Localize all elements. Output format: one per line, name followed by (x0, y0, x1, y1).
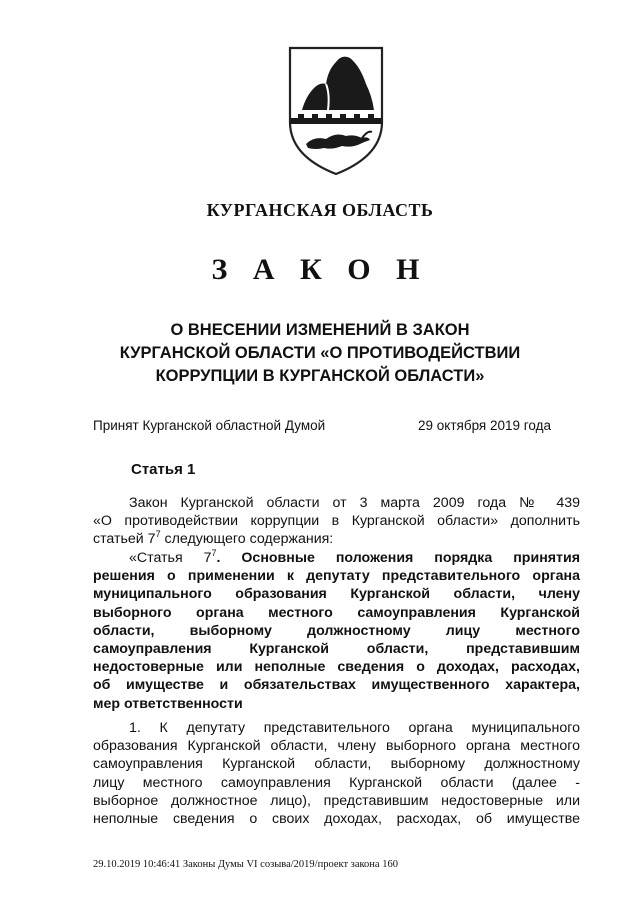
intro-line (93, 530, 580, 548)
new-article-title (93, 549, 580, 713)
new-article-line: решения о применении к депутату представительного органа (93, 568, 580, 585)
intro-text: статьей 7 (93, 531, 156, 548)
new-article-line: мер ответственности (93, 695, 243, 712)
document-type-title: З А К О Н (211, 253, 429, 286)
intro-line: «О противодействии коррупции в Курганской области» дополнить (93, 513, 580, 530)
point-line: неполные сведения о своих доходах, расходах, об имуществе (93, 810, 580, 827)
law-subject-line: КОРРУПЦИИ В КУРГАНСКОЙ ОБЛАСТИ» (155, 367, 485, 385)
point-line: образования Курганской области, члену выборного органа местного (93, 738, 580, 755)
article-heading: Статья 1 (131, 461, 196, 478)
new-article-line: муниципального образования Курганской области, члену (93, 586, 580, 603)
adoption-body: Принят Курганской областной Думой (93, 418, 326, 433)
law-subject-line: О ВНЕСЕНИИ ИЗМЕНЕНИЙ В ЗАКОН (170, 321, 470, 339)
point-1-paragraph (93, 719, 580, 828)
new-article-line (93, 549, 580, 567)
intro-line: Закон Курганской области от 3 марта 2009 года № 439 (129, 495, 580, 511)
point-line: лицу местного самоуправления Курганской области (далее - (93, 774, 580, 791)
new-article-prefix: «Статья 7 (129, 550, 212, 566)
region-title: КУРГАНСКАЯ ОБЛАСТЬ (206, 200, 434, 220)
superscript: 7 (155, 529, 161, 540)
new-article-line: выборного органа местного самоуправления Курганской (93, 604, 580, 621)
point-line: выборное должностное лицо), представившим недостоверные или (93, 792, 580, 809)
point-line: 1. К депутату представительного органа муниципального (129, 720, 580, 736)
superscript: 7 (211, 548, 217, 558)
adoption-date: 29 октября 2019 года (418, 418, 551, 433)
article-intro (93, 494, 580, 549)
new-article-title-text: . Основные положения порядка принятия (216, 550, 580, 566)
document-footer: 29.10.2019 10:46:41 Законы Думы VI созыва/2019/проект закона 160 (93, 859, 398, 870)
new-article-line: самоуправления Курганской области, представившим (93, 640, 580, 657)
law-subject (80, 319, 560, 388)
new-article-line: области, выборному должностному лицу местного (93, 622, 580, 639)
new-article-line: недостоверные или неполные сведения о доходах, расходах, (93, 659, 580, 676)
intro-text: следующего содержания: (160, 531, 334, 548)
coat-of-arms-icon (284, 44, 388, 180)
new-article-line: об имуществе и обязательствах имущественного характера, (93, 677, 580, 694)
law-subject-line: КУРГАНСКОЙ ОБЛАСТИ «О ПРОТИВОДЕЙСТВИИ (119, 344, 521, 362)
point-line: самоуправления Курганской области, выборному должностному (93, 756, 580, 773)
